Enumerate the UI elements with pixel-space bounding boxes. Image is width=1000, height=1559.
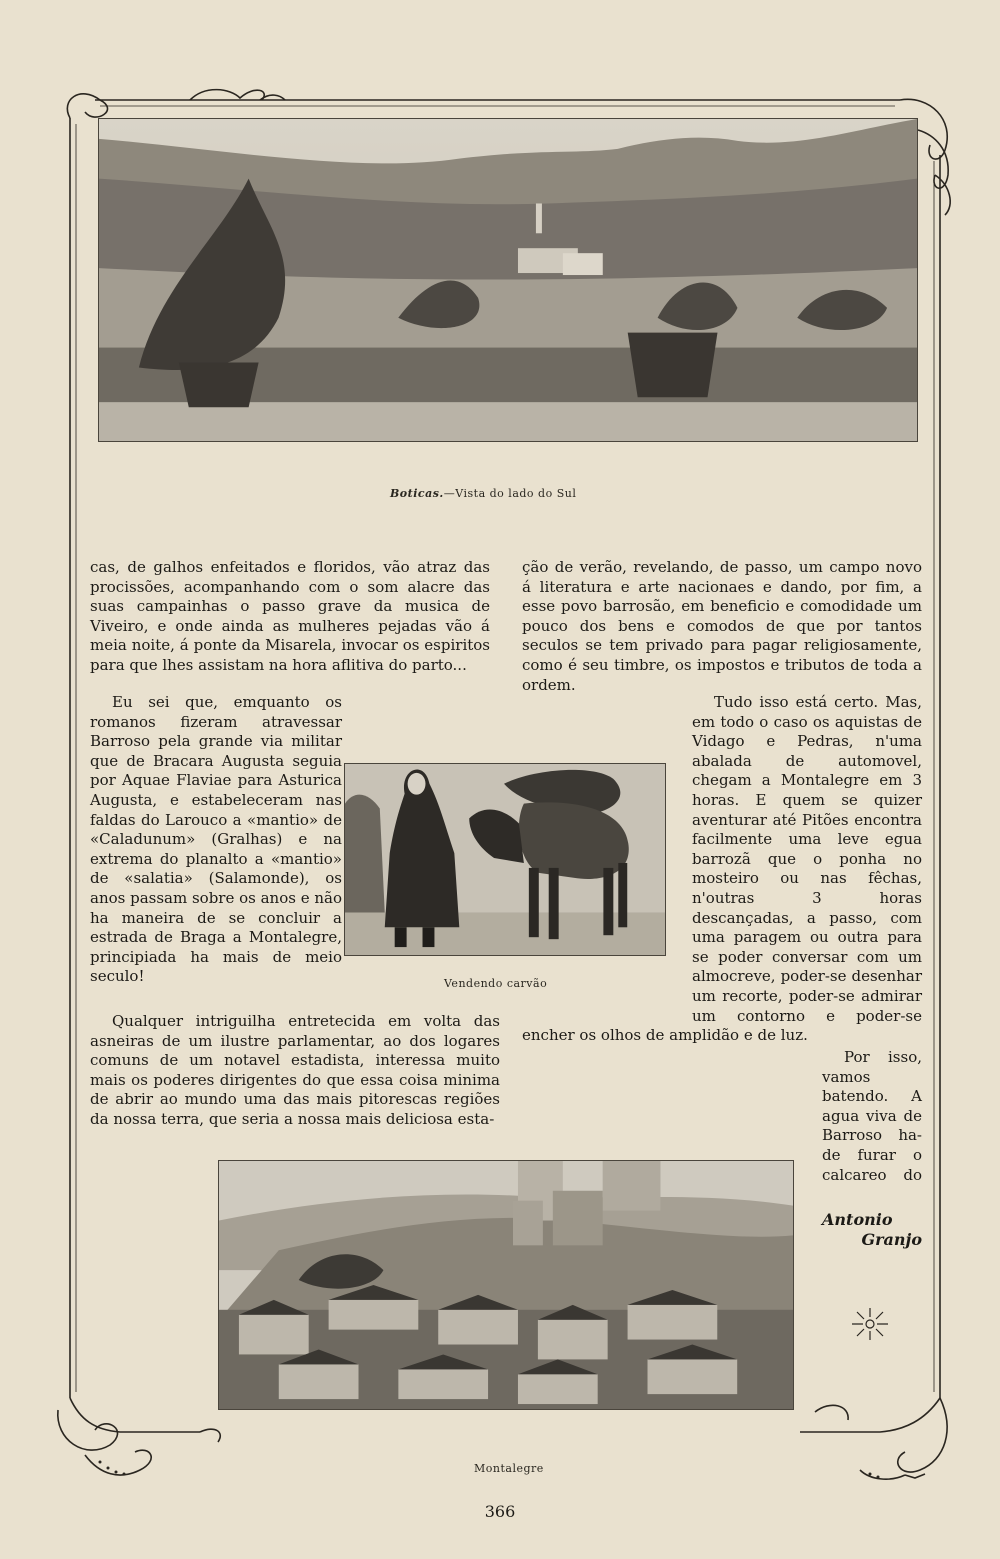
caption-boticas xyxy=(390,487,576,500)
caption-montalegre: Montalegre xyxy=(474,1462,544,1475)
author-signature xyxy=(780,1210,922,1250)
right-column xyxy=(522,558,922,695)
left-column-bottom xyxy=(90,1012,500,1130)
paragraph: Tudo isso está certo. Mas, em todo o caso os aquistas de Vidago e Pedras, n'uma abalada de automovel, chegam a Montalegre em 3 horas. E quem se quizer aventurar até Pitões encontra facilmente uma leve egua barrozã que o ponha no mosteiro ou nas fêchas, n'outras 3 horas descançadas, a passo, com uma paragem ou outra para se poder conversar com um almocreve, poder-se desenhar um recorte, poder-se admirar um contorno e poder-se encher os olhos de amplidão e de luz. xyxy=(522,693,922,1045)
author-first-name: Antonio xyxy=(822,1210,893,1229)
paragraph: ção de verão, revelando, de passo, um campo novo á literatura e arte nacionaes e dando, por fim, a esse povo barrosão, em beneficio e comodidade um pouco dos bens e comodos de que por tantos seculos se tem privado para pagar religiosamente, como é seu timbre, os impostos e tributos de toda a ordem. xyxy=(522,558,922,694)
photo-montalegre xyxy=(218,1160,794,1410)
photo-boticas xyxy=(98,118,918,442)
photo-vendendo-carvao xyxy=(344,763,666,956)
paragraph: cas, de galhos enfeitados e floridos, vão atraz das procissões, acompanhando com o som alacre das suas campainhas o passo grave da musica de Viveiro, e onde ainda as mulheres pejadas vão á meia noite, á ponte da Misarela, invocar os espiritos para que lhes assistam na hora aflitiva do parto... xyxy=(90,558,490,674)
caption-description: —Vista do lado do Sul xyxy=(443,487,577,500)
author-last-name: Granjo xyxy=(861,1230,922,1249)
paragraph: Qualquer intriguilha entretecida em volta das asneiras de um ilustre parlamentar, ao dos logares comuns de um notavel estadista, interessa muito mais os poderes dirigentes do que essa coisa minima de abrir ao mundo uma das mais pitorescas regiões da nossa terra, que seria a nossa mais deliciosa esta- xyxy=(90,1012,500,1128)
caption-vendendo-carvao: Vendendo carvão xyxy=(444,977,548,990)
left-column xyxy=(90,558,490,676)
caption-place-name: Boticas. xyxy=(390,487,444,500)
paragraph: Por isso, vamos batendo. A agua viva de Barroso ha-de furar o calcareo do xyxy=(822,1048,922,1184)
page-number: 366 xyxy=(484,1502,516,1521)
paragraph: Eu sei que, emquanto os romanos fizeram atravessar Barroso pela grande via militar que de Bracara Augusta seguia por Aquae Flaviae para Asturica Augusta, e estabeleceram nas faldas do Larouco a «mantio» de «Caladunum» (Gralhas) e na extrema do planalto a «mantio» de «salatia» (Salamonde), os anos passam sobre os anos e não ha maneira de se concluir a estrada de Braga a Montalegre, principiada ha mais de meio seculo! xyxy=(90,693,342,986)
sun-ornament-icon xyxy=(850,1307,890,1341)
